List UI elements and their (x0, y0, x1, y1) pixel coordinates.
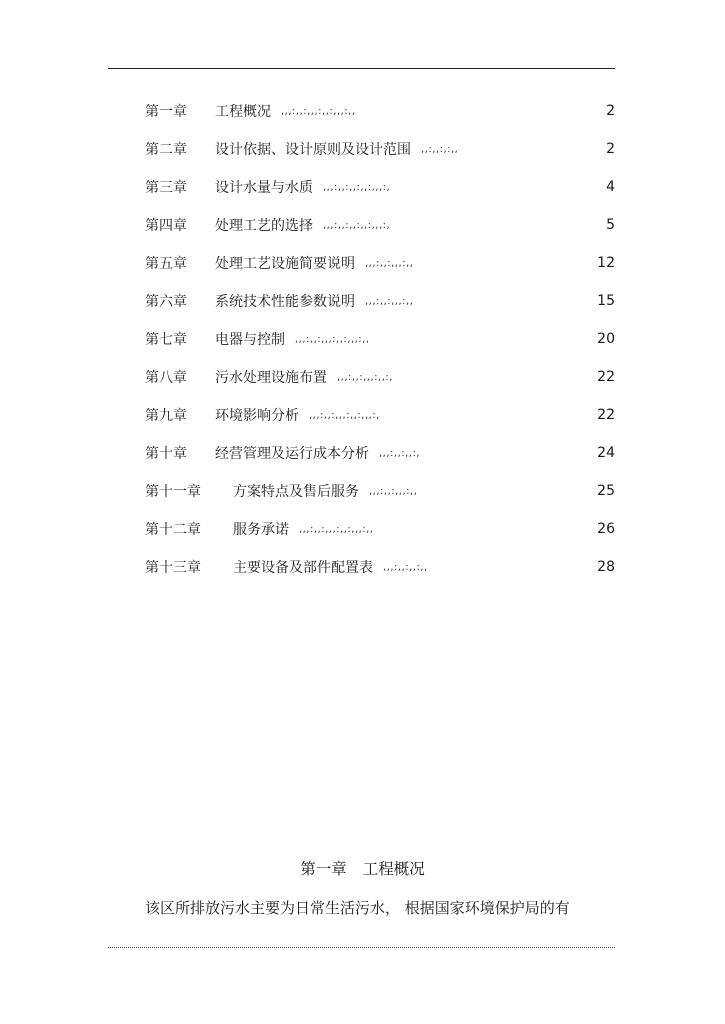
toc-entry[interactable] (145, 434, 615, 472)
toc-entry[interactable] (145, 510, 615, 548)
table-of-contents (145, 92, 615, 586)
toc-page-number: 25 (597, 483, 615, 499)
toc-chapter-title: 处理工艺的选择 (215, 218, 313, 234)
toc-chapter-title: 经营管理及运行成本分析 (215, 446, 369, 462)
toc-page-number: 12 (597, 255, 615, 271)
toc-leader: ,,,:,,:,,,:,, (365, 257, 414, 269)
toc-entry[interactable] (145, 92, 615, 130)
toc-leader: ,,,:,,:,,:,,:,,,:, (323, 181, 391, 193)
toc-entry[interactable] (145, 244, 615, 282)
toc-chapter-number: 第三章 (145, 180, 187, 196)
toc-leader: ,,,:,,:,,,:,,:,,,:,, (295, 333, 370, 345)
section-title: 工程概况 (362, 860, 425, 878)
toc-leader: ,,,:,,:,,,:,,:,,,:, (309, 409, 380, 421)
toc-entry[interactable] (145, 548, 615, 586)
footer-dotted-rule (108, 947, 615, 948)
toc-page-number: 2 (606, 141, 615, 157)
header-rule (108, 68, 615, 69)
toc-leader: ,,,:,,:,,:, (379, 447, 421, 459)
toc-chapter-title: 环境影响分析 (215, 408, 299, 424)
toc-entry[interactable] (145, 130, 615, 168)
toc-entry[interactable] (145, 358, 615, 396)
toc-entry[interactable] (145, 320, 615, 358)
toc-page-number: 2 (606, 103, 615, 119)
toc-chapter-number: 第八章 (145, 370, 187, 386)
toc-chapter-number: 第一章 (145, 104, 187, 120)
toc-chapter-number: 第九章 (145, 408, 187, 424)
toc-page-number: 24 (597, 445, 615, 461)
toc-page-number: 22 (597, 369, 615, 385)
toc-chapter-number: 第六章 (145, 294, 187, 310)
toc-chapter-number: 第四章 (145, 218, 187, 234)
toc-page-number: 4 (606, 179, 615, 195)
toc-chapter-title: 处理工艺设施简要说明 (215, 256, 355, 272)
toc-chapter-title: 服务承诺 (233, 522, 289, 538)
toc-page-number: 20 (597, 331, 615, 347)
toc-chapter-title: 系统技术性能参数说明 (215, 294, 355, 310)
toc-leader: ,,,:,,:,,,:,, (365, 295, 414, 307)
toc-chapter-title: 方案特点及售后服务 (233, 484, 359, 500)
toc-chapter-title: 设计水量与水质 (215, 180, 313, 196)
toc-chapter-title: 污水处理设施布置 (215, 370, 327, 386)
toc-leader: ,,,:,,:,,,:,,:,,,:,, (299, 523, 374, 535)
toc-page-number: 5 (606, 217, 615, 233)
section-chapter-number: 第一章 (300, 860, 347, 878)
toc-chapter-number: 第十三章 (145, 560, 201, 576)
toc-leader: ,,:,,:,:,, (421, 143, 459, 155)
toc-entry[interactable] (145, 472, 615, 510)
toc-chapter-number: 第七章 (145, 332, 187, 348)
toc-leader: ,,,:,,:,,,:,,:, (337, 371, 393, 383)
toc-chapter-number: 第十二章 (145, 522, 201, 538)
toc-leader: ,,,:,,:,,,:,, (369, 485, 418, 497)
toc-leader: ,,,:,,:,,,:,,:,,,:,, (281, 105, 356, 117)
toc-page-number: 15 (597, 293, 615, 309)
toc-chapter-number: 第十一章 (145, 484, 201, 500)
toc-entry[interactable] (145, 206, 615, 244)
toc-page-number: 22 (597, 407, 615, 423)
toc-entry[interactable] (145, 168, 615, 206)
toc-page-number: 28 (597, 559, 615, 575)
body-paragraph: 该区所排放污水主要为日常生活污水， 根据国家环境保护局的有 (145, 899, 570, 917)
toc-entry[interactable] (145, 282, 615, 320)
toc-page-number: 26 (597, 521, 615, 537)
toc-chapter-number: 第十章 (145, 446, 187, 462)
toc-chapter-title: 电器与控制 (215, 332, 285, 348)
toc-entry[interactable] (145, 396, 615, 434)
toc-chapter-number: 第五章 (145, 256, 187, 272)
section-heading (0, 857, 725, 879)
toc-chapter-title: 主要设备及部件配置表 (233, 560, 373, 576)
toc-chapter-title: 工程概况 (215, 104, 271, 120)
toc-leader: ,,,:,,:,,:,,:,,,:, (323, 219, 391, 231)
toc-chapter-title: 设计依据、设计原则及设计范围 (215, 142, 411, 158)
toc-leader: ,,,:,,:,,:,, (383, 561, 428, 573)
toc-chapter-number: 第二章 (145, 142, 187, 158)
